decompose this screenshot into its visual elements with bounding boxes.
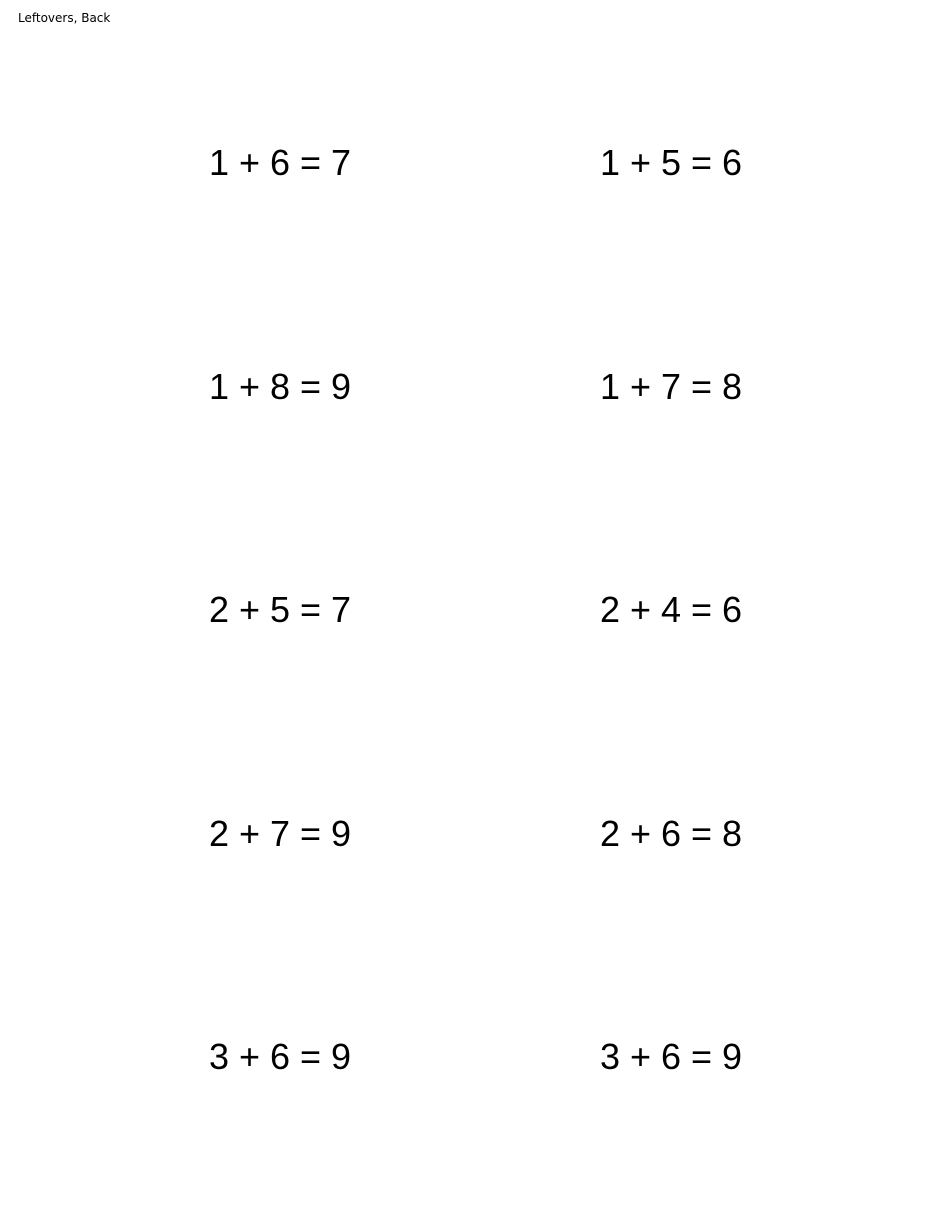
equation-card: 1 + 8 = 9 bbox=[208, 366, 352, 407]
equation-card: 1 + 5 = 6 bbox=[599, 142, 743, 183]
equation-card: 2 + 4 = 6 bbox=[599, 589, 743, 630]
equation-card: 2 + 5 = 7 bbox=[208, 589, 352, 630]
equation-card: 2 + 7 = 9 bbox=[208, 813, 352, 854]
equation-card: 3 + 6 = 9 bbox=[208, 1036, 352, 1077]
equation-card: 1 + 7 = 8 bbox=[599, 366, 743, 407]
page-title: Leftovers, Back bbox=[18, 11, 111, 25]
equation-card: 3 + 6 = 9 bbox=[599, 1036, 743, 1077]
equation-card: 2 + 6 = 8 bbox=[599, 813, 743, 854]
equation-card: 1 + 6 = 7 bbox=[208, 142, 352, 183]
